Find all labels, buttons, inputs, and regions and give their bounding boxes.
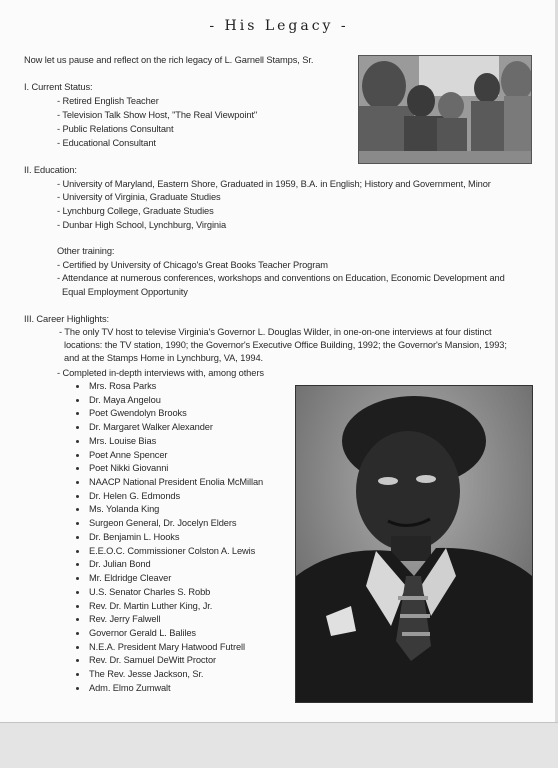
list-item: - University of Virginia, Graduate Studies <box>57 192 221 202</box>
bullet-icon <box>76 440 79 443</box>
tv-highlight-line: - The only TV host to televise Virginia's Governor L. Douglas Wilder, in one-on-one interviews at four distinct <box>59 327 492 337</box>
list-item: - Lynchburg College, Graduate Studies <box>57 206 214 216</box>
interviewee-item: Poet Anne Spencer <box>89 449 168 460</box>
subheading: Other training: <box>57 246 115 256</box>
interviewee-item: Poet Nikki Giovanni <box>89 463 169 474</box>
list-item: - Retired English Teacher <box>57 96 159 106</box>
interviewee-item: Dr. Maya Angelou <box>89 394 161 405</box>
bullet-icon <box>76 646 79 649</box>
tv-highlight-line: and at the Stamps Home in Lynchburg, VA, 1994. <box>64 353 264 363</box>
interviewee-item: Dr. Julian Bond <box>89 559 151 570</box>
section-heading: I. Current Status: <box>24 82 93 92</box>
interviewee-item: Surgeon General, Dr. Jocelyn Elders <box>89 518 237 529</box>
section-heading: II. Education: <box>24 165 77 175</box>
interviewee-item: Ms. Yolanda King <box>89 504 160 515</box>
interviewee-item: Poet Gwendolyn Brooks <box>89 408 187 419</box>
interviewee-item: N.E.A. President Mary Hatwood Futrell <box>89 641 245 652</box>
list-item: - Certified by University of Chicago's Great Books Teacher Program <box>57 260 328 270</box>
interviewee-item: Adm. Elmo Zumwalt <box>89 682 171 693</box>
list-item: - Dunbar High School, Lynchburg, Virginia <box>57 220 227 230</box>
scan-background <box>0 722 558 768</box>
bullet-icon <box>76 385 79 388</box>
bullet-icon <box>76 495 79 498</box>
section-heading: III. Career Highlights: <box>24 314 110 324</box>
bullet-icon <box>76 399 79 402</box>
bullet-icon <box>76 632 79 635</box>
list-item: - Public Relations Consultant <box>57 124 174 134</box>
interviewee-item: NAACP National President Enolia McMillan <box>89 477 264 488</box>
interviewee-item: Mr. Eldridge Cleaver <box>89 573 172 584</box>
interviewee-item: Dr. Benjamin L. Hooks <box>89 531 180 542</box>
interviews-intro: - Completed in-depth interviews with, among others <box>57 368 264 378</box>
interviewee-item: The Rev. Jesse Jackson, Sr. <box>89 669 204 680</box>
bullet-icon <box>76 536 79 539</box>
interviewee-item: Rev. Jerry Falwell <box>89 614 161 625</box>
bullet-icon <box>76 454 79 457</box>
list-item: - University of Maryland, Eastern Shore, Graduated in 1959, B.A. in English; History and Government, Minor <box>57 179 491 189</box>
list-item: Equal Employment Opportunity <box>57 287 188 297</box>
interviewee-item: Mrs. Louise Bias <box>89 435 157 446</box>
interviewee-item: Governor Gerald L. Baliles <box>89 627 196 638</box>
tv-highlight-line: locations: the TV station, 1990; the Governor's Executive Office Building, 1992; the Governor's Mansion, 1993; <box>64 340 507 350</box>
interviewee-item: Dr. Helen G. Edmonds <box>89 490 181 501</box>
bullet-icon <box>76 605 79 608</box>
list-item: - Educational Consultant <box>57 138 156 148</box>
portrait-photo <box>295 385 533 703</box>
bullet-icon <box>76 550 79 553</box>
interviewee-item: Rev. Dr. Martin Luther King, Jr. <box>89 600 213 611</box>
list-item: - Television Talk Show Host, "The Real Viewpoint" <box>57 110 258 120</box>
page-edge <box>0 722 558 723</box>
bullet-icon <box>76 591 79 594</box>
interviewee-item: U.S. Senator Charles S. Robb <box>89 586 211 597</box>
interviewee-item: Mrs. Rosa Parks <box>89 381 157 391</box>
intro-paragraph: Now let us pause and reflect on the rich legacy of L. Garnell Stamps, Sr. <box>24 55 314 65</box>
group-photo <box>358 55 532 164</box>
page-title: - His Legacy - <box>209 18 349 34</box>
interviewee-item: E.E.O.C. Commissioner Colston A. Lewis <box>89 545 256 556</box>
interviewee-item: Dr. Margaret Walker Alexander <box>89 422 213 433</box>
bullet-icon <box>76 687 79 690</box>
list-item: - Attendance at numerous conferences, workshops and conventions on Education, Economic Development and <box>57 273 505 283</box>
interviewee-item: Rev. Dr. Samuel DeWitt Proctor <box>89 655 217 666</box>
